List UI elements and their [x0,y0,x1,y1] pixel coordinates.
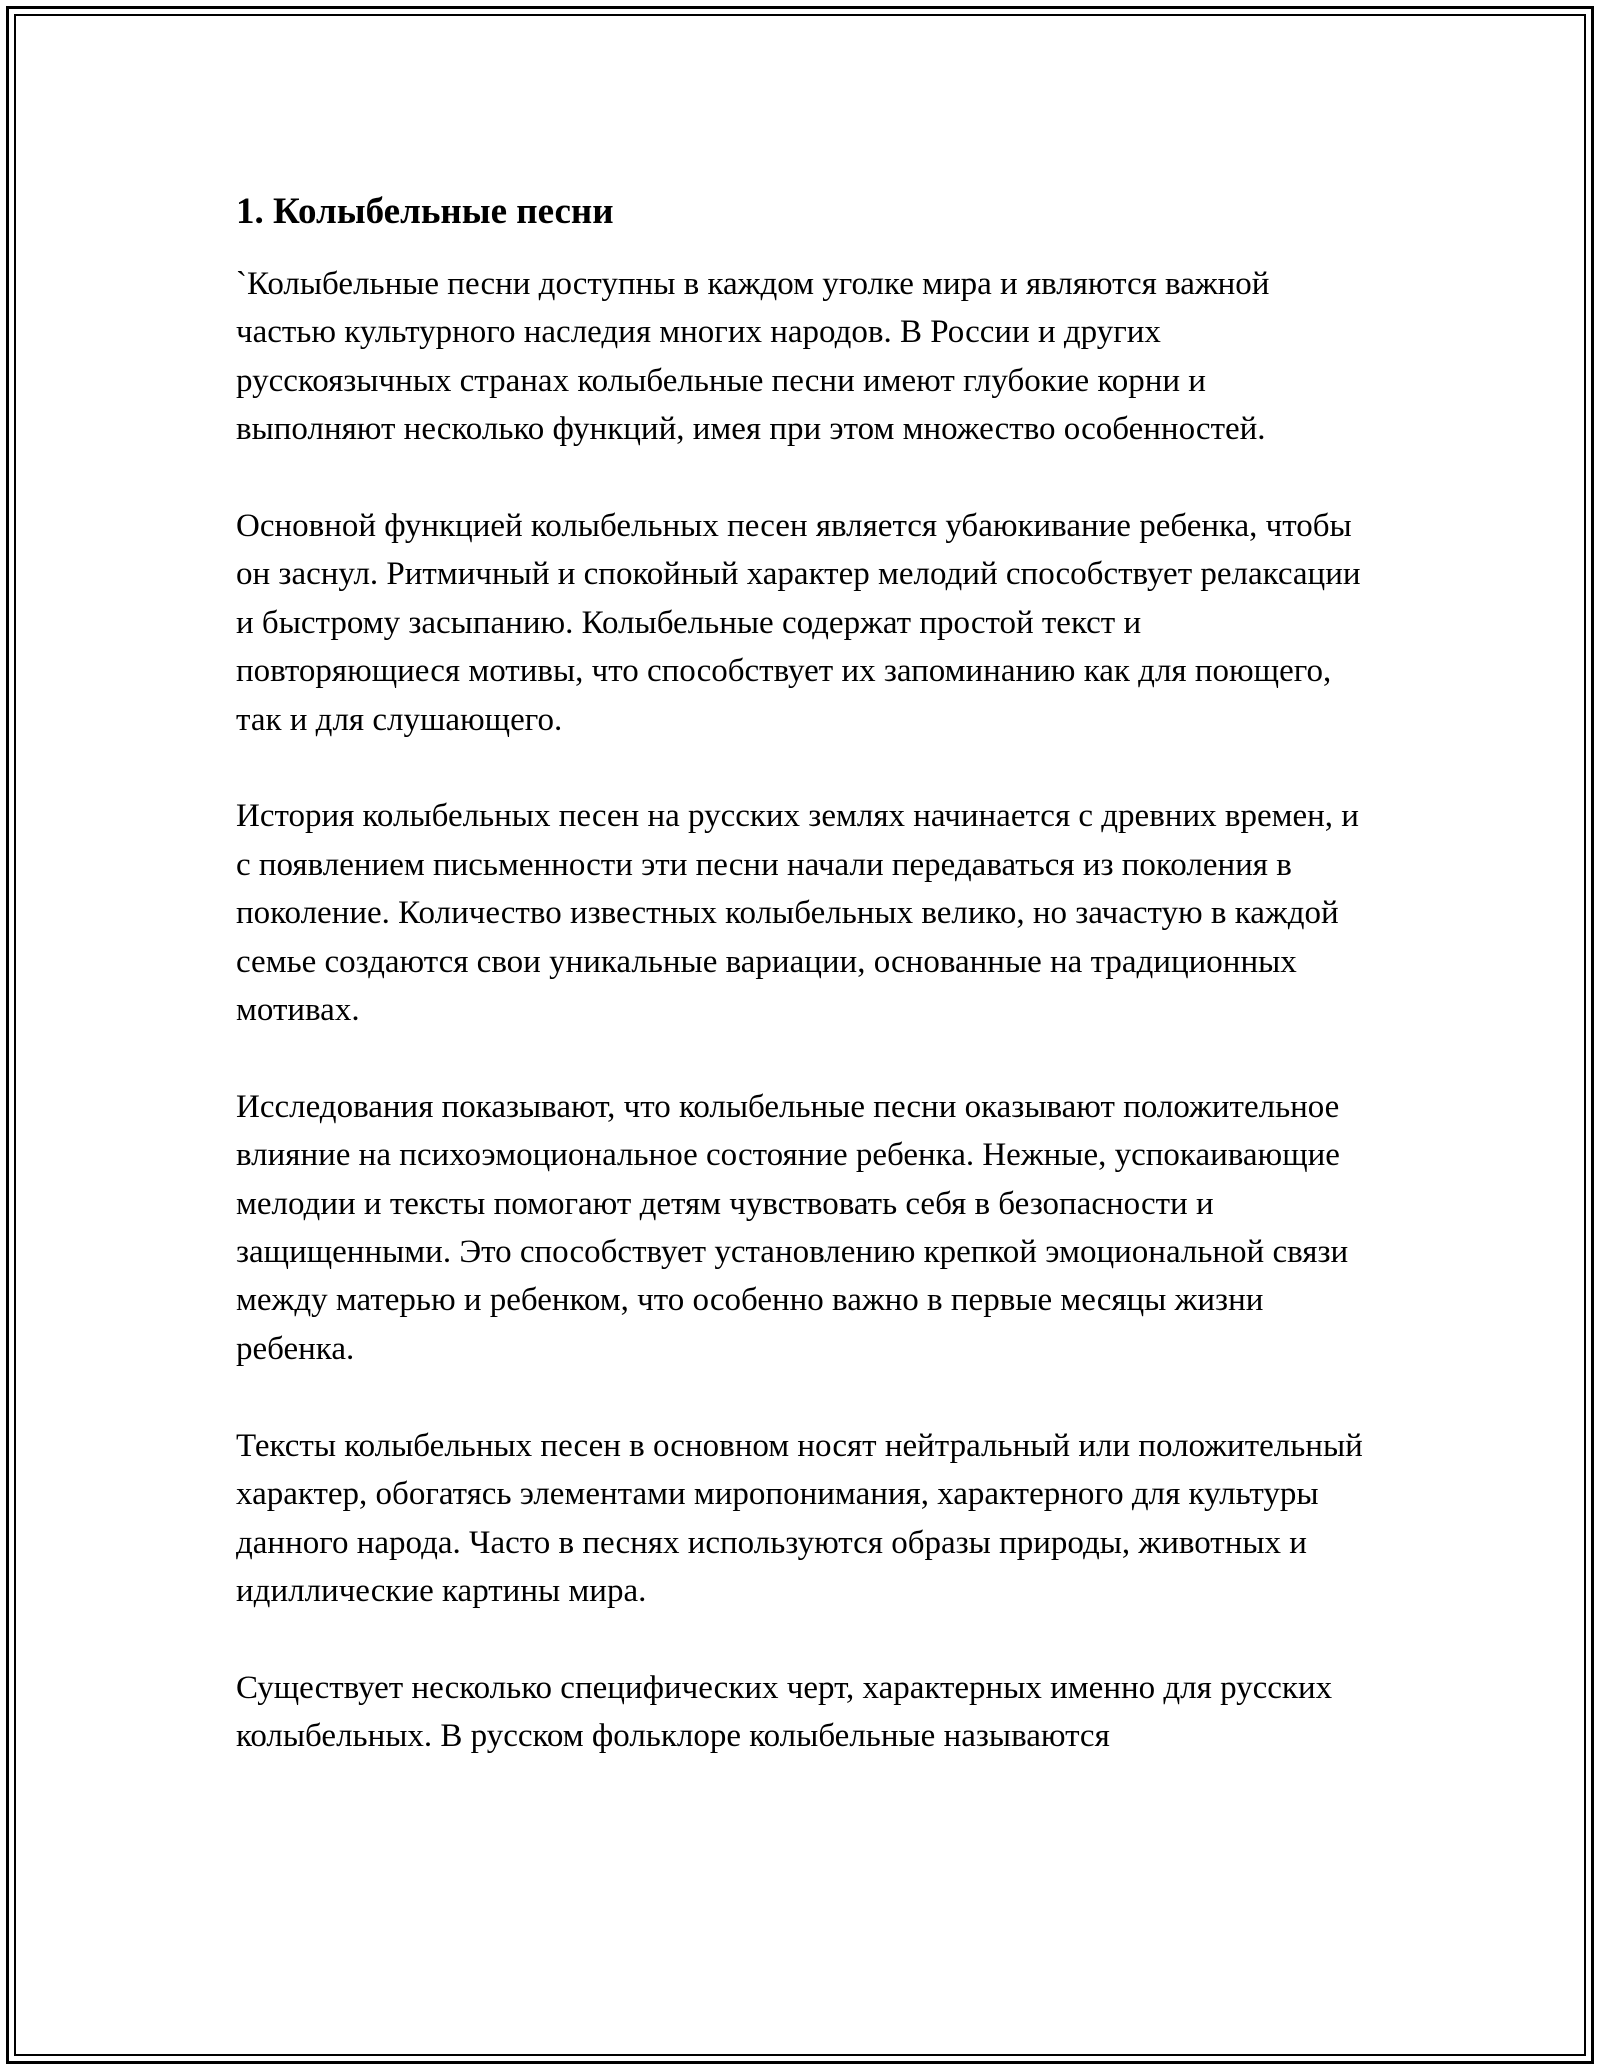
paragraph-3: История колыбельных песен на русских землях начинается с древних времен, и с появлением письменности эти песни начали передаваться из поколения в поколение. Количество известных колыбельных велико, но зачастую в каждой семье создаются свои уникальные вариации, основанные на традиционных мотивах. [236,798,1359,1029]
paragraph-2: Основной функцией колыбельных песен является убаюкивание ребенка, чтобы он заснул. Ритмичный и спокойный характер мелодий способствует релаксации и быстрому засыпанию. Колыбельные содержат простой текст и повторяющиеся мотивы, что способствует их запоминанию как для поющего, так и для слушающего. [236,508,1361,738]
paragraph-1: `Колыбельные песни доступны в каждом уголке мира и являются важной частью культурного наследия многих народов. В России и других русскоязычных странах колыбельные песни имеют глубокие корни и выполняют несколько функций, имея при этом множество особенностей. [236,266,1270,448]
paragraph-5: Тексты колыбельных песен в основном носят нейтральный или положительный характер, обогатясь элементами миропонимания, характерного для культуры данного народа. Часто в песнях используются образы природы, животных и идиллические картины мира. [236,1427,1363,1609]
paragraph-4: Исследования показывают, что колыбельные песни оказывают положительное влияние на психоэмоциональное состояние ребенка. Нежные, успокаивающие мелодии и тексты помогают детям чувствовать себя в безопасности и защищенными. Это способствует установлению крепкой эмоциональной связи между матерью и ребенком, что особенно важно в первые месяцы жизни ребенка. [236,1088,1349,1367]
section-heading: 1. Колыбельные песни [236,191,614,232]
document-body [236,188,1366,1809]
paragraph-6: Существует несколько специфических черт, характерных именно для русских колыбельных. В русском фольклоре колыбельные называются [236,1669,1333,1755]
